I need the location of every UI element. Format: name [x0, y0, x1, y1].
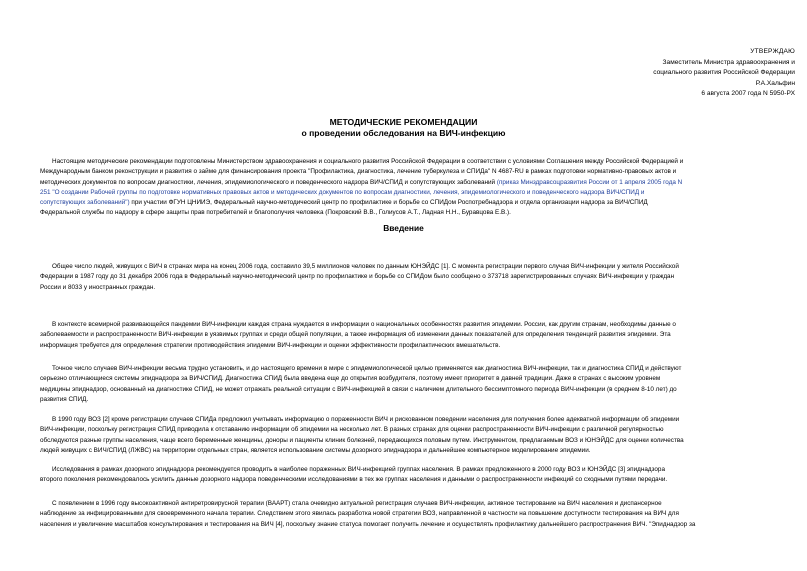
text-line: населения и увеличение масштабов консультирования и тестирования на ВИЧ [4], поскольку знание статуса помогает получить лечение и осуществлять профилактику дальнейшего распространения ВИЧ. "Эпиднадзор за	[40, 520, 696, 528]
paragraph-5	[40, 465, 807, 486]
text-line: Настоящие методические рекомендации подготовлены Министерством здравоохранения и социального развития Российской Федерации в соответствии с условиями Соглашения между Российской Федерацией и	[52, 158, 684, 165]
paragraph-3	[40, 364, 807, 405]
section-heading: Введение	[383, 223, 424, 233]
text-line: ВИЧ-инфекции, поскольку регистрация СПИД приводила к отставанию информации об эпидемии на несколько лет. В разных странах для оценки распространенности ВИЧ-инфекции с различной регулярностью	[40, 426, 664, 434]
text-line: Федеральной службы по надзору в сфере защиты прав потребителей и благополучия человека (Покровский В.В., Голиусов А.Т., Ладная Н.Н., Буравцова Е.В.).	[40, 209, 511, 217]
approval-position: Заместитель Министра здравоохранения и	[662, 58, 795, 66]
order-link-line[interactable]: 251 "О создании Рабочей группы по подготовке нормативных правовых актов и методических документов по вопросам диагностики, лечения, эпидемиологического и поведенческого надзора ВИЧ/СПИД и	[40, 188, 645, 196]
text-line: наблюдение за инфицированными для своевременного начала терапии. Следствием этого явилась разработка новой стратегии ВОЗ, направленной в частности на повышение доступности тестирования на ВИЧ для	[40, 510, 679, 518]
text-line: развития СПИД.	[40, 395, 89, 403]
approval-date: 6 августа 2007 года N 5950-РХ	[701, 90, 795, 98]
text-line: Федерации в 1987 году до 31 декабря 2006 года в Федеральный научно-методический центр по профилактике и борьбе со СПИДом было сообщено о 373718 зарегистрированных случаях ВИЧ-инфекции у граждан	[40, 273, 675, 281]
intro-paragraph	[40, 157, 807, 219]
approval-ministry: социального развития Российской Федерации	[653, 69, 795, 77]
text-line	[40, 198, 807, 208]
order-link-end[interactable]: сопутствующих заболеваний")	[40, 199, 130, 207]
text-line: Общее число людей, живущих с ВИЧ в странах мира на конец 2006 года, составило 39,5 миллионов человек по данным ЮНЭЙДС [1]. С момента регистрации первого случая ВИЧ-инфекции у жителя Российской	[52, 263, 679, 270]
title-line-2: о проведении обследования на ВИЧ-инфекцию	[301, 128, 506, 138]
paragraph-6	[40, 499, 807, 530]
text-line: В контексте всемирной развивающейся пандемии ВИЧ-инфекции каждая страна нуждается в информации о национальных особенностях развития эпидемии. России, как другим странам, необходимы данные о	[52, 321, 676, 328]
text-line: В 1990 году ВОЗ [2] кроме регистрации случаев СПИДа предложил учитывать информацию о пораженности ВИЧ и рискованном поведении населения для получения более адекватной информации об эпидемии	[52, 416, 680, 423]
text-line: заболеваемости и распространенности ВИЧ-инфекции в уязвимых группах и среди общей популяции, а также информация об изменении данных показателей для определения тенденций развития эпидемии. Эта	[40, 331, 671, 339]
text-line: С появлением в 1996 году высокоактивной антиретровирусной терапии (ВААРТ) стала очевидно актуальной регистрация случаев ВИЧ-инфекции, активное тестирование на ВИЧ населения и диспансерное	[52, 500, 662, 507]
text-line	[40, 178, 807, 188]
order-link[interactable]: (приказ Минздравсоцразвития России от 1 апреля 2005 года N	[496, 178, 683, 186]
paragraph-2	[40, 320, 807, 351]
text-line: Международным банком реконструкции и развития о займе для финансирования проекта "Профилактика, диагностика, лечение туберкулеза и СПИДа" N 4687-RU в рамках подготовки нормативно-правовых актов и	[40, 168, 677, 176]
text-segment: методических документов по вопросам диагностики, лечения, эпидемиологического и поведенческого надзора ВИЧ/СПИД и сопутствующих заболеваний	[40, 178, 497, 186]
text-segment: при участии ФГУН ЦНИИЭ, Федеральный научно-методический центр по профилактике и борьбе со СПИДом Роспотребнадзора и отдела организации надзора за ВИЧ/СПИД	[129, 199, 648, 207]
approval-signatory: Р.А.Хальфин	[755, 79, 795, 87]
approval-block	[595, 47, 795, 100]
text-line: серьезно отличающиеся системы эпиднадзора за ВИЧ/СПИД. Диагностика СПИД была введена еще до открытия возбудителя, поэтому имеет приоритет в давней традиции. Даже в странах с высоким уровнем	[40, 375, 661, 383]
text-line: обследуются разные группы населения, чаще всего беременные женщины, доноры и пациенты клиник болезней, передающихся половым путем. Инструментом, предлагаемым ВОЗ и ЮНЭЙДС для оценки количества	[40, 436, 684, 444]
paragraph-1	[40, 262, 807, 293]
text-line: России и 8033 у иностранных граждан.	[40, 283, 156, 291]
approval-heading: УТВЕРЖДАЮ	[750, 48, 795, 55]
text-line: Точное число случаев ВИЧ-инфекции весьма трудно установить, и до настоящего времени в мире с эпидемиологической целью применяется как диагностика ВИЧ-инфекции, так и диагностика СПИД и действуют	[52, 365, 682, 372]
text-line: медицины эпиднадзор, основанный на диагностике СПИД, не может отражать реальной ситуации с ВИЧ-инфекцией в связи с наличием длительного бессимптомного периода ВИЧ-инфекции (в среднем 8-10 лет) до	[40, 385, 677, 393]
text-line: людей живущих с ВИЧ/СПИД (ЛЖВС) на территории отдельных стран, является использование системы дозорного эпиднадзора и дальнейшее компьютерное моделирование эпидемии.	[40, 446, 591, 454]
paragraph-4	[40, 415, 807, 456]
document-title	[0, 117, 807, 139]
text-line: информация требуется для определения стратегии противодействия эпидемии ВИЧ-инфекции и оценки эффективности профилактических вмешательств.	[40, 341, 501, 349]
text-line: Исследования в рамках дозорного эпиднадзора рекомендуется проводить в наиболее пораженных ВИЧ-инфекцией группах населения. В рамках предложенного в 2000 году ВОЗ и ЮНЭЙДС [3] эпиднадзора	[52, 466, 665, 473]
title-line-1: МЕТОДИЧЕСКИЕ РЕКОМЕНДАЦИИ	[329, 117, 478, 127]
text-line: второго поколения рекомендовалось усилить данные дозорного надзора поведенческими исследованиями в тех же группах населения и данными о распространенности инфекций со сходными путями передачи.	[40, 476, 668, 484]
